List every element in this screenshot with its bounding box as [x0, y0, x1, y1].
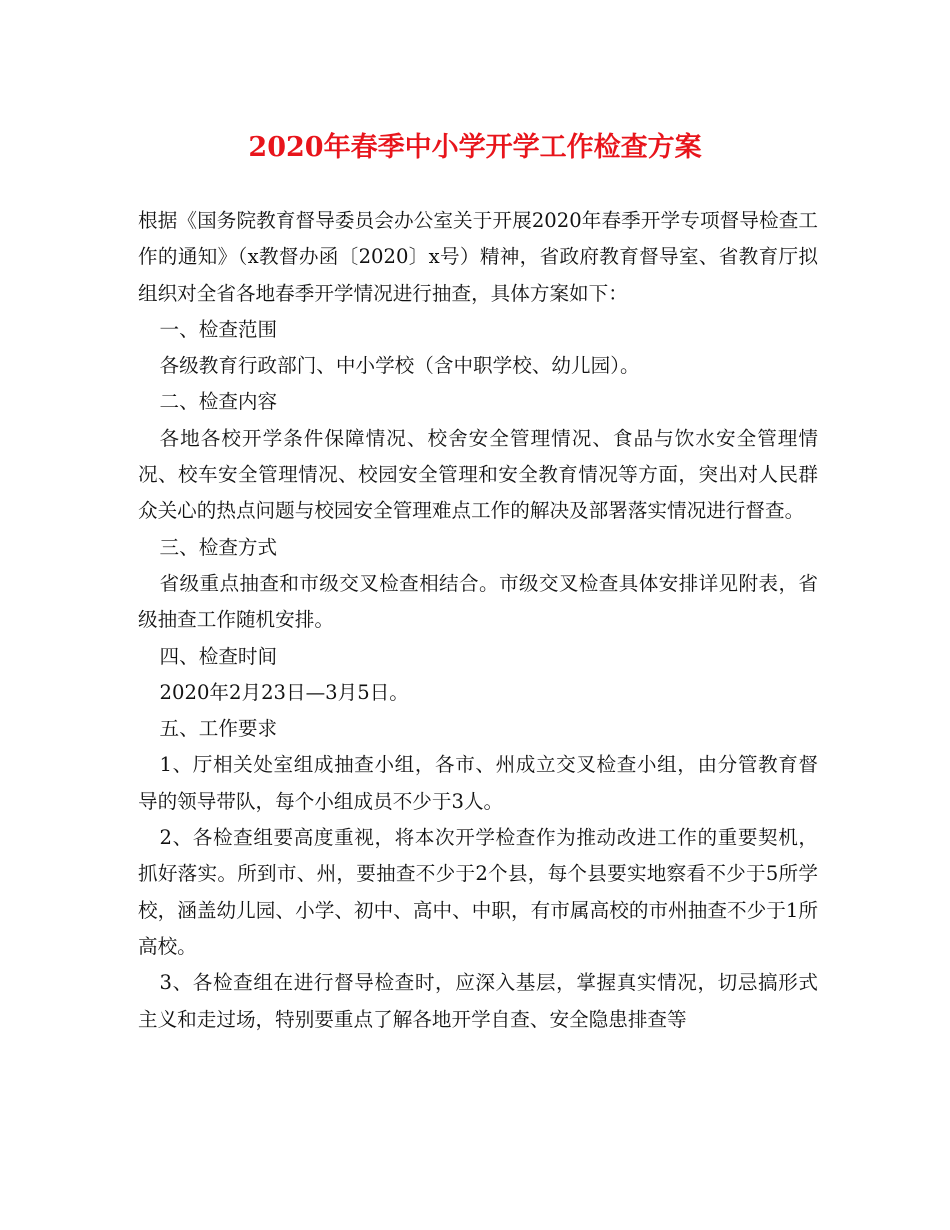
section-heading-method: 三、检查方式: [159, 535, 278, 559]
document-title: 2020年春季中小学开学工作检查方案: [248, 132, 702, 163]
section-method-paragraph: 省级重点抽查和市级交叉检查相结合。市级交叉检查具体安排详见附表，省级抽查工作随机安排。: [138, 571, 818, 632]
document-body: [138, 203, 818, 1038]
section-heading-requirements: 五、工作要求: [159, 717, 278, 741]
requirement-item-2: 2、各检查组要高度重视，将本次开学检查作为推动改进工作的重要契机，抓好落实。所到市、州，要抽查不少于2个县，每个县要实地察看不少于5所学校，涵盖幼儿园、小学、初中、高中、中职，有市属高校的市州抽查不少于1所高校。: [138, 826, 818, 958]
section-heading-scope: 一、检查范围: [159, 317, 278, 341]
intro-paragraph: 根据《国务院教育督导委员会办公室关于开展2020年春季开学专项督导检查工作的通知》（x教督办函〔2020〕x号）精神，省政府教育督导室、省教育厅拟组织对全省各地春季开学情况进行抽查，具体方案如下：: [138, 209, 818, 305]
section-heading-time: 四、检查时间: [159, 644, 278, 668]
section-heading-content: 二、检查内容: [159, 390, 278, 414]
section-time-paragraph: 2020年2月23日—3月5日。: [159, 680, 409, 704]
requirement-item-1: 1、厅相关处室组成抽查小组，各市、州成立交叉检查小组，由分管教育督导的领导带队，每个小组成员不少于3人。: [138, 753, 818, 813]
requirement-item-3: 3、各检查组在进行督导检查时，应深入基层，掌握真实情况，切忌搞形式主义和走过场，特别要重点了解各地开学自查、安全隐患排查等: [138, 971, 818, 1031]
section-content-paragraph: 各地各校开学条件保障情况、校舍安全管理情况、食品与饮水安全管理情况、校车安全管理情况、校园安全管理和安全教育情况等方面，突出对人民群众关心的热点问题与校园安全管理难点工作的解决及部署落实情况进行督查。: [138, 426, 818, 523]
section-scope-paragraph: 各级教育行政部门、中小学校（含中职学校、幼儿园）。: [159, 354, 640, 378]
